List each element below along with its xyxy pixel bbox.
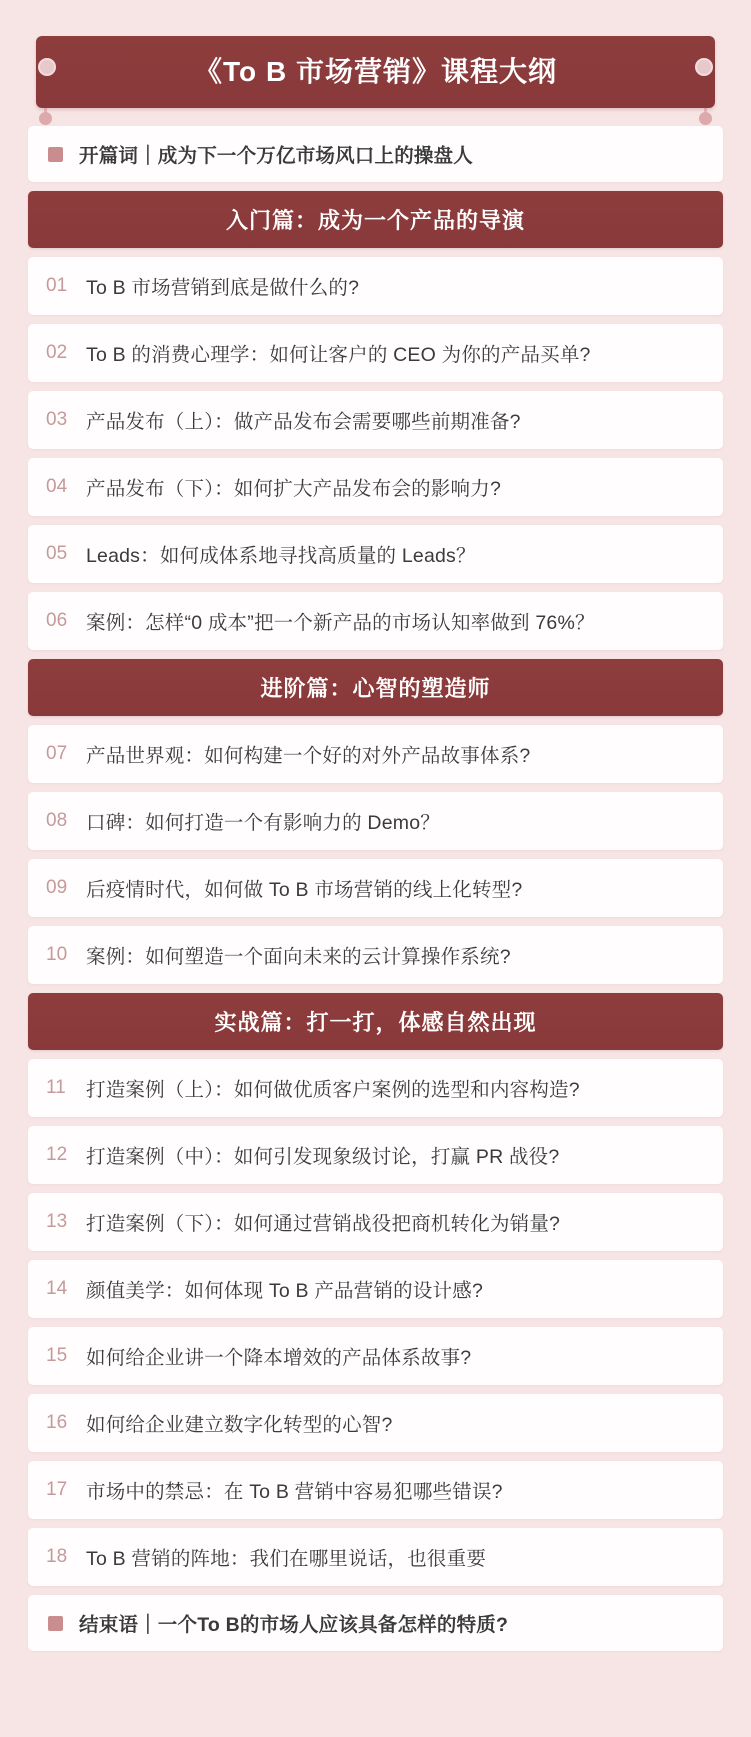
lesson-number: 17: [46, 1479, 68, 1500]
lesson-number: 02: [46, 342, 68, 363]
square-bullet-icon: [48, 1616, 63, 1631]
section-title: 实战篇：打一打，体感自然出现: [214, 1010, 537, 1035]
lesson-number: 15: [46, 1345, 68, 1366]
lesson-title: Leads：如何成体系地寻找高质量的 Leads？: [86, 545, 476, 567]
lesson-number: 01: [46, 275, 68, 296]
table-row[interactable]: [28, 725, 723, 783]
lesson-title: 如何给企业讲一个降本增效的产品体系故事?: [86, 1347, 472, 1369]
table-row[interactable]: [28, 592, 723, 650]
lesson-number: 18: [46, 1546, 68, 1567]
lesson-title: 如何给企业建立数字化转型的心智?: [86, 1414, 393, 1436]
table-row[interactable]: [28, 324, 723, 382]
lesson-number: 12: [46, 1144, 68, 1165]
lesson-title: 打造案例（上）：如何做优质客户案例的选型和内容构造?: [86, 1079, 580, 1101]
hanger-dot-right-icon: [699, 112, 712, 125]
table-row[interactable]: [28, 1461, 723, 1519]
table-row[interactable]: [28, 1193, 723, 1251]
lesson-number: 13: [46, 1211, 68, 1232]
table-row[interactable]: [28, 525, 723, 583]
list-item-label: 结束语｜一个To B的市场人应该具备怎样的特质?: [79, 1614, 509, 1636]
lesson-number: 08: [46, 810, 68, 831]
table-row[interactable]: [28, 1394, 723, 1452]
lesson-number: 03: [46, 409, 68, 430]
lesson-title: To B 市场营销到底是做什么的?: [86, 277, 360, 299]
lesson-title: 产品发布（下）：如何扩大产品发布会的影响力?: [86, 478, 501, 500]
list-item-label: 开篇词｜成为下一个万亿市场风口上的操盘人: [79, 145, 474, 167]
lesson-number: 10: [46, 944, 68, 965]
table-row[interactable]: [28, 926, 723, 984]
table-row[interactable]: [28, 859, 723, 917]
table-row[interactable]: [28, 257, 723, 315]
lesson-title: 案例：如何塑造一个面向未来的云计算操作系统?: [86, 946, 511, 968]
section-header-2: [28, 659, 723, 716]
table-row[interactable]: [28, 458, 723, 516]
outline-list: [28, 126, 723, 1651]
table-row[interactable]: [28, 1059, 723, 1117]
section-title: 入门篇：成为一个产品的导演: [225, 208, 525, 233]
lesson-title: 颜值美学：如何体现 To B 产品营销的设计感?: [86, 1280, 483, 1302]
lesson-number: 16: [46, 1412, 68, 1433]
lesson-number: 05: [46, 543, 68, 564]
table-row[interactable]: [28, 792, 723, 850]
page-title-banner: [36, 36, 715, 108]
hanger-pin-left-icon: [38, 58, 56, 76]
lesson-number: 14: [46, 1278, 68, 1299]
section-header-3: [28, 993, 723, 1050]
lesson-number: 06: [46, 610, 68, 631]
hanger-pin-right-icon: [695, 58, 713, 76]
lesson-number: 04: [46, 476, 68, 497]
lesson-number: 07: [46, 743, 68, 764]
lesson-number: 09: [46, 877, 68, 898]
lesson-title: 打造案例（下）：如何通过营销战役把商机转化为销量?: [86, 1213, 561, 1235]
hanger-dot-left-icon: [39, 112, 52, 125]
lesson-title: 案例：怎样“0 成本”把一个新产品的市场认知率做到 76%？: [86, 612, 595, 634]
table-row[interactable]: [28, 1327, 723, 1385]
lesson-title: 打造案例（中）：如何引发现象级讨论，打赢 PR 战役?: [86, 1146, 560, 1168]
lesson-title: 产品世界观：如何构建一个好的对外产品故事体系?: [86, 745, 531, 767]
table-row[interactable]: [28, 1126, 723, 1184]
lesson-number: 11: [46, 1077, 66, 1098]
section-title: 进阶篇：心智的塑造师: [260, 676, 491, 701]
lesson-title: 市场中的禁忌：在 To B 营销中容易犯哪些错误?: [86, 1481, 503, 1503]
list-item-preface[interactable]: [28, 126, 723, 182]
section-header-1: [28, 191, 723, 248]
lesson-title: 口碑：如何打造一个有影响力的 Demo？: [86, 812, 440, 834]
square-bullet-icon: [48, 147, 63, 162]
lesson-title: 产品发布（上）：做产品发布会需要哪些前期准备?: [86, 411, 521, 433]
table-row[interactable]: [28, 391, 723, 449]
lesson-title: 后疫情时代，如何做 To B 市场营销的线上化转型?: [86, 879, 523, 901]
lesson-title: To B 营销的阵地：我们在哪里说话，也很重要: [86, 1548, 487, 1570]
lesson-title: To B 的消费心理学：如何让客户的 CEO 为你的产品买单?: [86, 344, 591, 366]
page-title: 《To B 市场营销》课程大纲: [194, 56, 557, 87]
table-row[interactable]: [28, 1528, 723, 1586]
list-item-epilogue[interactable]: [28, 1595, 723, 1651]
table-row[interactable]: [28, 1260, 723, 1318]
